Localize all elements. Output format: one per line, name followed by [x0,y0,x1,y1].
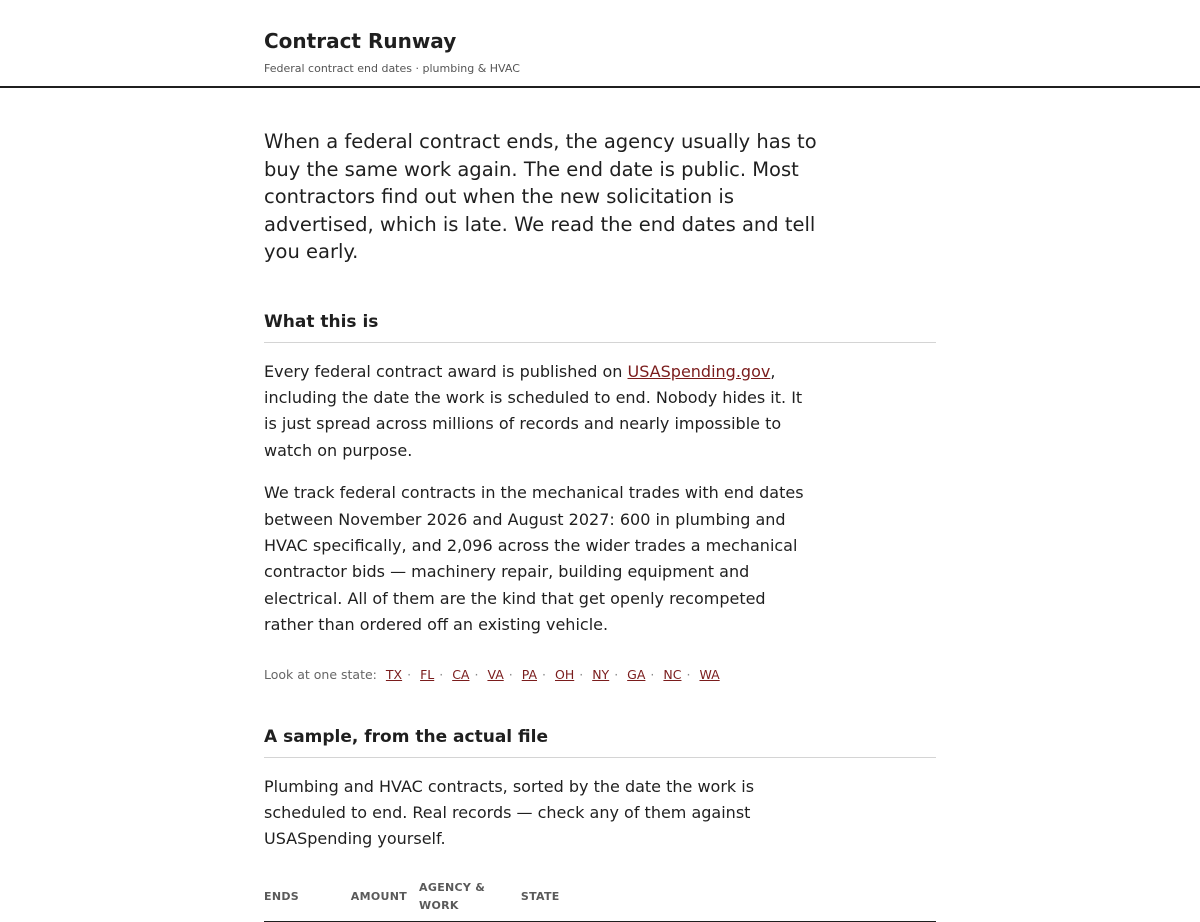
state-link-fl[interactable]: FL [420,666,435,682]
main-content [264,88,936,922]
site-header [0,0,1200,88]
state-link-ca[interactable]: CA [452,666,470,682]
column-header-ends: ENDS [264,879,351,922]
what-p1-after: , including the date the work is scheduled to end. Nobody hides it. It is just spread across millions of records and nearly impossible to watch on purpose. [264,361,803,460]
separator-dot: · [579,666,584,682]
column-header-state: STATE [521,879,936,922]
separator-dot: · [474,666,479,682]
lede-paragraph: When a federal contract ends, the agency usually has to buy the same work again. The end date is public. Most contractors find out when the new solicitation is advertised, which is late. We read the end dates and tell you early. [264,130,817,263]
state-link-ga[interactable]: GA [627,666,646,682]
state-links [264,667,936,683]
section-heading-sample: A sample, from the actual file [264,725,936,758]
section-heading-what: What this is [264,310,936,343]
column-header-amount: AMOUNT [351,879,419,922]
state-link-va[interactable]: VA [487,666,504,682]
usaspending-link[interactable]: USASpending.gov [627,361,771,381]
separator-dot: · [614,666,619,682]
state-link-pa[interactable]: PA [521,666,538,682]
sample-table [264,879,936,922]
site-subtitle: Federal contract end dates · plumbing & HVAC [264,62,520,75]
sample-table-head [264,879,936,922]
separator-dot: · [439,666,444,682]
state-link-ny[interactable]: NY [592,666,610,682]
state-link-tx[interactable]: TX [385,666,403,682]
header-inner [264,28,520,76]
site-title[interactable]: Contract Runway [264,29,457,53]
separator-dot: · [686,666,691,682]
what-paragraph-1 [264,359,809,465]
separator-dot: · [508,666,513,682]
separator-dot: · [542,666,546,682]
state-link-nc[interactable]: NC [663,666,682,682]
states-label: Look at one state: [264,666,377,682]
separator-dot: · [650,666,655,682]
table-header-row [264,879,936,922]
what-p1-before: Every federal contract award is published on [264,361,628,381]
what-paragraph-2: We track federal contracts in the mechanical trades with end dates between November 2026 and August 2027: 600 in plumbing and HVAC specifically, and 2,096 across the wider trades a mechanical contractor bids — machinery repair, building equipment and electrical. All of them are the kind that get openly recompeted rather than ordered off an existing vehicle. [264,483,804,635]
sample-paragraph: Plumbing and HVAC contracts, sorted by the date the work is scheduled to end. Real records — check any of them against USASpending yourself. [264,776,755,849]
separator-dot: · [407,666,412,682]
column-header-agency-work: AGENCY & WORK [419,879,521,922]
state-link-wa[interactable]: WA [699,666,720,682]
state-link-oh[interactable]: OH [554,666,575,682]
